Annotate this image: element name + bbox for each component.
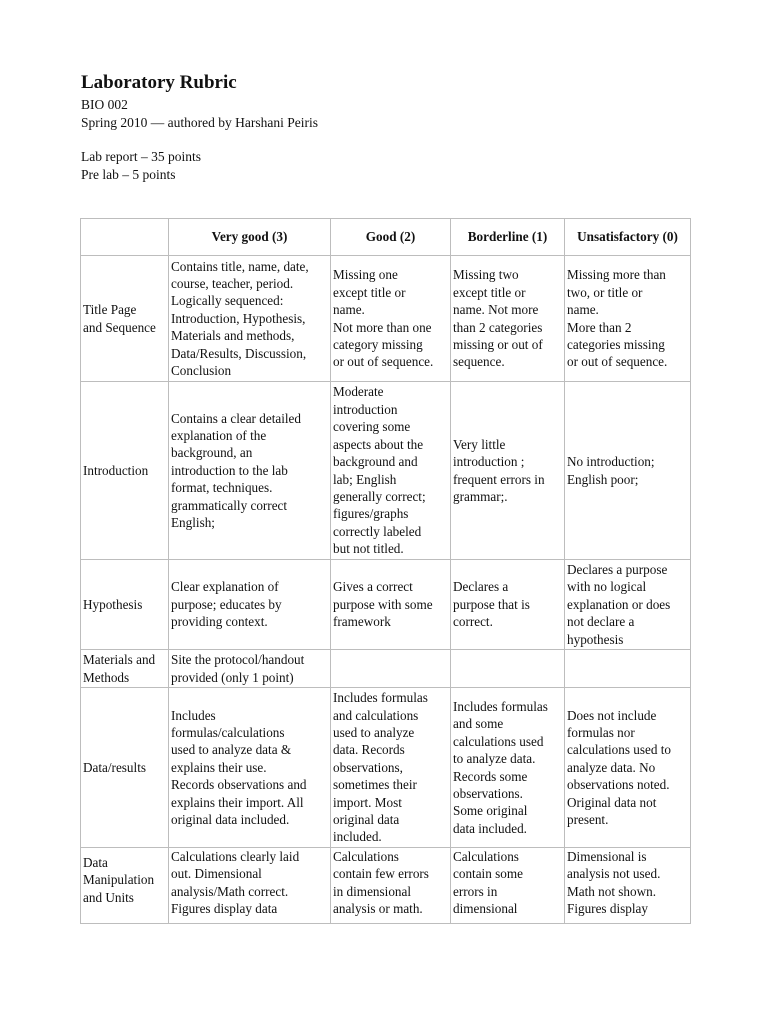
row-label bbox=[81, 256, 169, 382]
row-label bbox=[81, 848, 169, 924]
rubric-table bbox=[80, 218, 691, 924]
header-borderline: Borderline (1) bbox=[451, 219, 565, 256]
document-title: Laboratory Rubric bbox=[81, 72, 237, 93]
table-cell bbox=[565, 256, 691, 382]
row-label bbox=[81, 382, 169, 560]
cell-text: Moderate introduction covering some aspects about the background and lab; English generally correct; figures/graphs correctly labeled but not titled. bbox=[333, 384, 426, 557]
cell-text: Calculations clearly laid out. Dimensional analysis/Math correct. Figures display data bbox=[171, 849, 300, 917]
table-cell bbox=[451, 256, 565, 382]
cell-text: Calculations contain some errors in dimensional bbox=[453, 849, 523, 917]
table-cell bbox=[451, 688, 565, 848]
table-cell bbox=[169, 256, 331, 382]
table-cell bbox=[451, 382, 565, 560]
row-label-text: Data/results bbox=[83, 759, 146, 775]
row-label-text: Introduction bbox=[83, 462, 149, 478]
cell-text: Contains title, name, date, course, teacher, period. Logically sequenced: Introduction, Hypothesis, Materials and methods, Data/Results, Discussion, Conclusion bbox=[171, 258, 309, 379]
cell-text: Includes formulas and some calculations used to analyze data. Records some observations. Some original data included. bbox=[453, 698, 548, 836]
cell-text: Gives a correct purpose with some framework bbox=[333, 579, 433, 630]
cell-text: Includes formulas/calculations used to analyze data & explains their use. Records observations and explains their import. All original data included. bbox=[171, 707, 307, 828]
row-label-text: Materials and Methods bbox=[83, 652, 156, 685]
cell-text: Missing two except title or name. Not more than 2 categories missing or out of sequence. bbox=[453, 267, 543, 370]
cell-text: No introduction; English poor; bbox=[567, 454, 655, 487]
term-author: Spring 2010 — authored by Harshani Peiris bbox=[81, 114, 318, 130]
header-blank bbox=[81, 219, 169, 256]
row-label-text: Data Manipulation and Units bbox=[83, 855, 155, 905]
cell-text: Very little introduction ; frequent errors in grammar;. bbox=[453, 436, 545, 504]
table-row bbox=[81, 848, 691, 924]
points-pre-lab: Pre lab – 5 points bbox=[81, 166, 176, 182]
table-cell bbox=[169, 382, 331, 560]
cell-text: Missing more than two, or title or name. More than 2 categories missing or out of sequence. bbox=[567, 267, 668, 370]
table-cell bbox=[331, 560, 451, 650]
table-cell bbox=[331, 382, 451, 560]
header-very-good: Very good (3) bbox=[169, 219, 331, 256]
cell-text: Includes formulas and calculations used to analyze data. Records observations, sometimes their import. Most original data included. bbox=[333, 690, 428, 845]
cell-text: Clear explanation of purpose; educates by providing context. bbox=[171, 579, 282, 630]
table-cell bbox=[169, 848, 331, 924]
row-label bbox=[81, 650, 169, 688]
document-header bbox=[81, 70, 691, 183]
cell-text: Site the protocol/handout provided (only 1 point) bbox=[171, 652, 305, 685]
table-cell bbox=[451, 650, 565, 688]
table-cell bbox=[169, 560, 331, 650]
rubric-header-row bbox=[81, 219, 691, 256]
header-good: Good (2) bbox=[331, 219, 451, 256]
row-label-text: Hypothesis bbox=[83, 596, 143, 612]
table-cell bbox=[169, 688, 331, 848]
row-label-text: Title Page and Sequence bbox=[83, 302, 156, 335]
table-cell bbox=[565, 650, 691, 688]
table-cell bbox=[565, 560, 691, 650]
cell-text: Contains a clear detailed explanation of the background, an introduction to the lab format, techniques. grammatically correct English; bbox=[171, 410, 301, 531]
table-cell bbox=[565, 688, 691, 848]
table-cell bbox=[331, 650, 451, 688]
table-row bbox=[81, 382, 691, 560]
table-row bbox=[81, 650, 691, 688]
table-cell bbox=[565, 848, 691, 924]
cell-text: Does not include formulas nor calculations used to analyze data. No observations noted. Original data not present. bbox=[567, 707, 672, 828]
cell-text: Declares a purpose that is correct. bbox=[453, 579, 530, 630]
header-unsatisfactory bbox=[565, 219, 691, 256]
table-cell bbox=[331, 848, 451, 924]
table-cell bbox=[331, 688, 451, 848]
row-label bbox=[81, 560, 169, 650]
spacer bbox=[81, 131, 691, 148]
table-row bbox=[81, 688, 691, 848]
cell-text: Dimensional is analysis not used. Math not shown. Figures display bbox=[567, 849, 661, 917]
table-cell bbox=[331, 256, 451, 382]
table-row bbox=[81, 256, 691, 382]
cell-text: Calculations contain few errors in dimensional analysis or math. bbox=[333, 849, 429, 917]
row-label bbox=[81, 688, 169, 848]
table-cell bbox=[169, 650, 331, 688]
table-cell bbox=[565, 382, 691, 560]
cell-text: Declares a purpose with no logical explanation or does not declare a hypothesis bbox=[567, 561, 671, 647]
table-cell bbox=[451, 560, 565, 650]
table-row bbox=[81, 560, 691, 650]
points-lab-report: Lab report – 35 points bbox=[81, 149, 201, 164]
course-code: BIO 002 bbox=[81, 97, 128, 112]
table-cell bbox=[451, 848, 565, 924]
cell-text: Missing one except title or name. Not more than one category missing or out of sequence. bbox=[333, 267, 434, 370]
header-unsatisfactory-text: Unsatisfactory (0) bbox=[577, 229, 678, 245]
